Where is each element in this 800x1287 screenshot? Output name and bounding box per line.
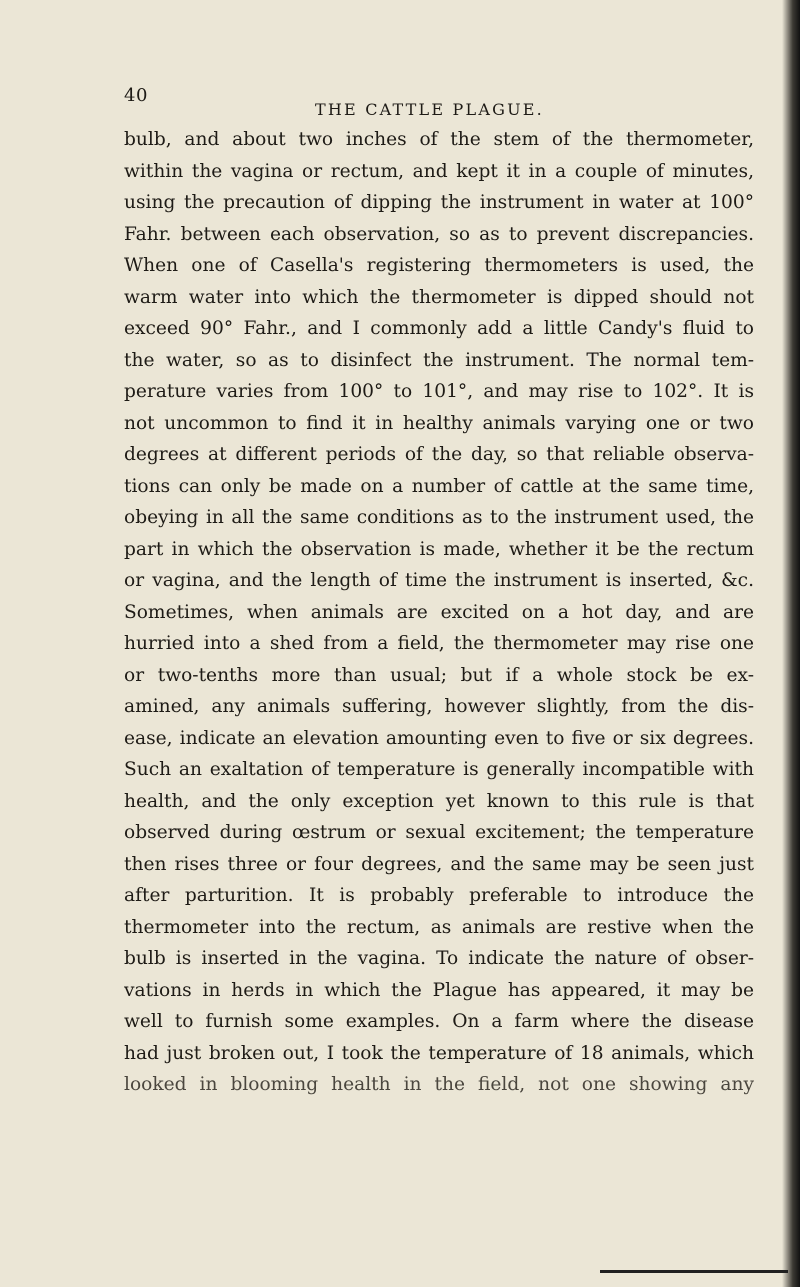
text-line: health, and the only exception yet known to this rule is that xyxy=(124,790,754,812)
text-line: the water, so as to disinfect the instrument. The normal tem- xyxy=(124,349,754,371)
text-line: then rises three or four degrees, and the same may be seen just xyxy=(124,853,754,875)
text-line: or vagina, and the length of time the instrument is inserted, &c. xyxy=(124,570,754,591)
text-line: not uncommon to find it in healthy animals varying one or two xyxy=(124,412,754,434)
text-line: bulb is inserted in the vagina. To indicate the nature of obser- xyxy=(124,948,754,969)
text-line: Fahr. between each observation, so as to prevent discrepancies. xyxy=(124,223,754,245)
body-text xyxy=(124,124,754,1101)
text-line: using the precaution of dipping the instrument in water at 100° xyxy=(124,192,754,213)
text-line: When one of Casella's registering thermometers is used, the xyxy=(124,255,754,276)
text-line: ease, indicate an elevation amounting even to five or six degrees. xyxy=(124,727,754,749)
text-line: thermometer into the rectum, as animals are restive when the xyxy=(124,916,754,938)
running-head: THE CATTLE PLAGUE. xyxy=(315,100,544,119)
text-line: looked in blooming health in the field, not one showing any xyxy=(124,1074,754,1095)
text-line: within the vagina or rectum, and kept it in a couple of minutes, xyxy=(124,160,754,182)
text-line: observed during œstrum or sexual excitement; the temperature xyxy=(124,822,754,843)
text-line: part in which the observation is made, whether it be the rectum xyxy=(124,538,754,560)
text-line: well to furnish some examples. On a farm where the disease xyxy=(124,1011,754,1032)
text-line: Such an exaltation of temperature is generally incompatible with xyxy=(124,759,754,780)
text-line: or two-tenths more than usual; but if a whole stock be ex- xyxy=(124,664,754,686)
text-line: bulb, and about two inches of the stem of the thermometer, xyxy=(124,129,754,150)
text-line: Sometimes, when animals are excited on a hot day, and are xyxy=(124,601,754,623)
text-line: degrees at different periods of the day, so that reliable observa- xyxy=(124,444,754,465)
text-line: exceed 90° Fahr., and I commonly add a little Candy's fluid to xyxy=(124,318,754,339)
page-number: 40 xyxy=(124,85,148,106)
text-line: obeying in all the same conditions as to the instrument used, the xyxy=(124,507,754,528)
text-line: hurried into a shed from a field, the thermometer may rise one xyxy=(124,633,754,654)
text-line: amined, any animals suffering, however slightly, from the dis- xyxy=(124,696,754,717)
page-edge-shadow xyxy=(782,0,800,1287)
text-line: warm water into which the thermometer is dipped should not xyxy=(124,286,754,308)
text-line: tions can only be made on a number of cattle at the same time, xyxy=(124,475,754,497)
text-line: perature varies from 100° to 101°, and may rise to 102°. It is xyxy=(124,381,754,402)
text-line: vations in herds in which the Plague has appeared, it may be xyxy=(124,979,754,1001)
text-line: had just broken out, I took the temperature of 18 animals, which xyxy=(124,1042,754,1064)
scan-edge-rule xyxy=(600,1270,788,1273)
text-line: after parturition. It is probably preferable to introduce the xyxy=(124,885,754,906)
